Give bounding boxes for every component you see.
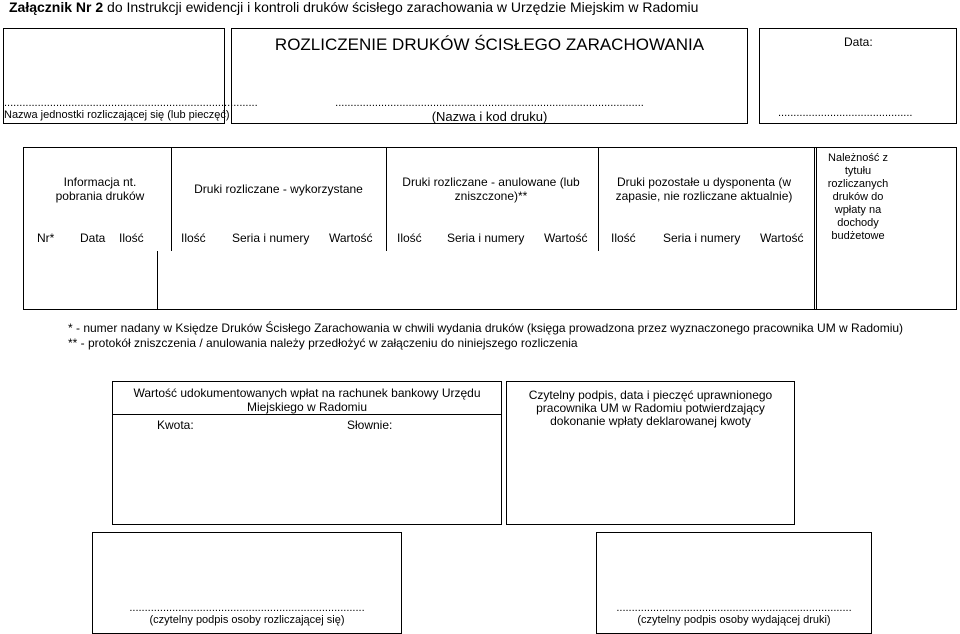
attachment-number: Załącznik Nr 2 <box>9 0 104 15</box>
footnote-destruction-protocol: ** - protokół zniszczenia / anulowania należy przedłożyć w załączeniu do niniejszego rozliczenia <box>68 336 578 350</box>
settler-signature-box <box>92 532 402 634</box>
col-series-cancelled: Seria i numery <box>447 231 525 245</box>
group-cancelled-header: Druki rozliczane - anulowane (lub zniszczone)** <box>402 175 580 203</box>
footnotes <box>48 321 908 351</box>
issuer-signature-box <box>596 532 872 634</box>
issuer-signature-label: (czytelny podpis osoby wydającej druki) <box>637 614 831 626</box>
unit-name-dots: ................................................................................... <box>4 97 258 109</box>
col-qty-cancelled: Ilość <box>397 231 422 245</box>
table-frame-left <box>23 147 817 310</box>
col-nr: Nr* <box>37 231 55 245</box>
col-date: Data <box>80 231 106 245</box>
unit-name-box <box>3 28 258 124</box>
authorized-employee-label: Czytelny podpis, data i pieczęć uprawnionego pracownika UM w Radomiu potwierdzający dokonanie wpłaty deklarowanej kwoty <box>528 388 773 428</box>
group-info-header: Informacja nt. pobrania druków <box>55 175 145 203</box>
col-qty-taken: Ilość <box>119 231 144 245</box>
group-remaining-header: Druki pozostałe u dysponenta (w zapasie, nie rozliczane aktualnie) <box>615 175 793 203</box>
form-code-label: (Nazwa i kod druku) <box>431 109 548 124</box>
attachment-description: do Instrukcji ewidencji i kontroli druków ścisłego zarachowania w Urzędzie Miejskim w Radomiu <box>103 0 699 15</box>
payment-box <box>112 381 502 525</box>
settlement-table <box>23 147 957 310</box>
issuer-signature-dots: ............................................................................. <box>616 602 852 614</box>
divider-data-area <box>157 251 158 310</box>
col-value-used: Wartość <box>329 231 373 245</box>
col-value-cancelled: Wartość <box>544 231 588 245</box>
group-used-header: Druki rozliczane - wykorzystane <box>194 182 363 196</box>
divider-cancelled-remaining <box>598 147 599 251</box>
unit-name-label: Nazwa jednostki rozliczającej się (lub pieczęć) <box>4 109 230 121</box>
divider-used-cancelled <box>386 147 387 251</box>
col-qty-remaining: Ilość <box>611 231 636 245</box>
form-code-dots: ..................................................................................................... <box>335 97 644 109</box>
amount-label: Kwota: <box>157 418 194 432</box>
authorized-employee-box <box>506 381 795 525</box>
group-due-header: Należność z tytułu rozliczanych druków do wpłaty na dochody budżetowe <box>827 152 889 242</box>
col-series-used: Seria i numery <box>232 231 310 245</box>
document-header <box>9 0 698 15</box>
payment-divider <box>113 414 501 415</box>
settler-signature-label: (czytelny podpis osoby rozliczającej się) <box>149 614 345 626</box>
date-dots: ............................................ <box>778 107 913 119</box>
payment-label: Wartość udokumentowanych wpłat na rachunek bankowy Urzędu Miejskiego w Radomiu <box>133 386 481 414</box>
form-title: ROZLICZENIE DRUKÓW ŚCISŁEGO ZARACHOWANIA <box>274 35 705 54</box>
col-value-remaining: Wartość <box>760 231 804 245</box>
settler-signature-dots: ............................................................................. <box>129 602 365 614</box>
date-box <box>759 28 957 124</box>
col-qty-used: Ilość <box>181 231 206 245</box>
footnote-register-number: * - numer nadany w Księdze Druków Ścisłego Zarachowania w chwili wydania druków (księga prowadzona przez wyznaczonego pracownika UM w Radomiu) <box>68 321 904 335</box>
divider-info-used <box>171 147 172 251</box>
amount-in-words-label: Słownie: <box>347 418 393 432</box>
date-label: Data: <box>844 35 873 49</box>
col-series-remaining: Seria i numery <box>663 231 741 245</box>
form-title-box <box>231 28 748 124</box>
